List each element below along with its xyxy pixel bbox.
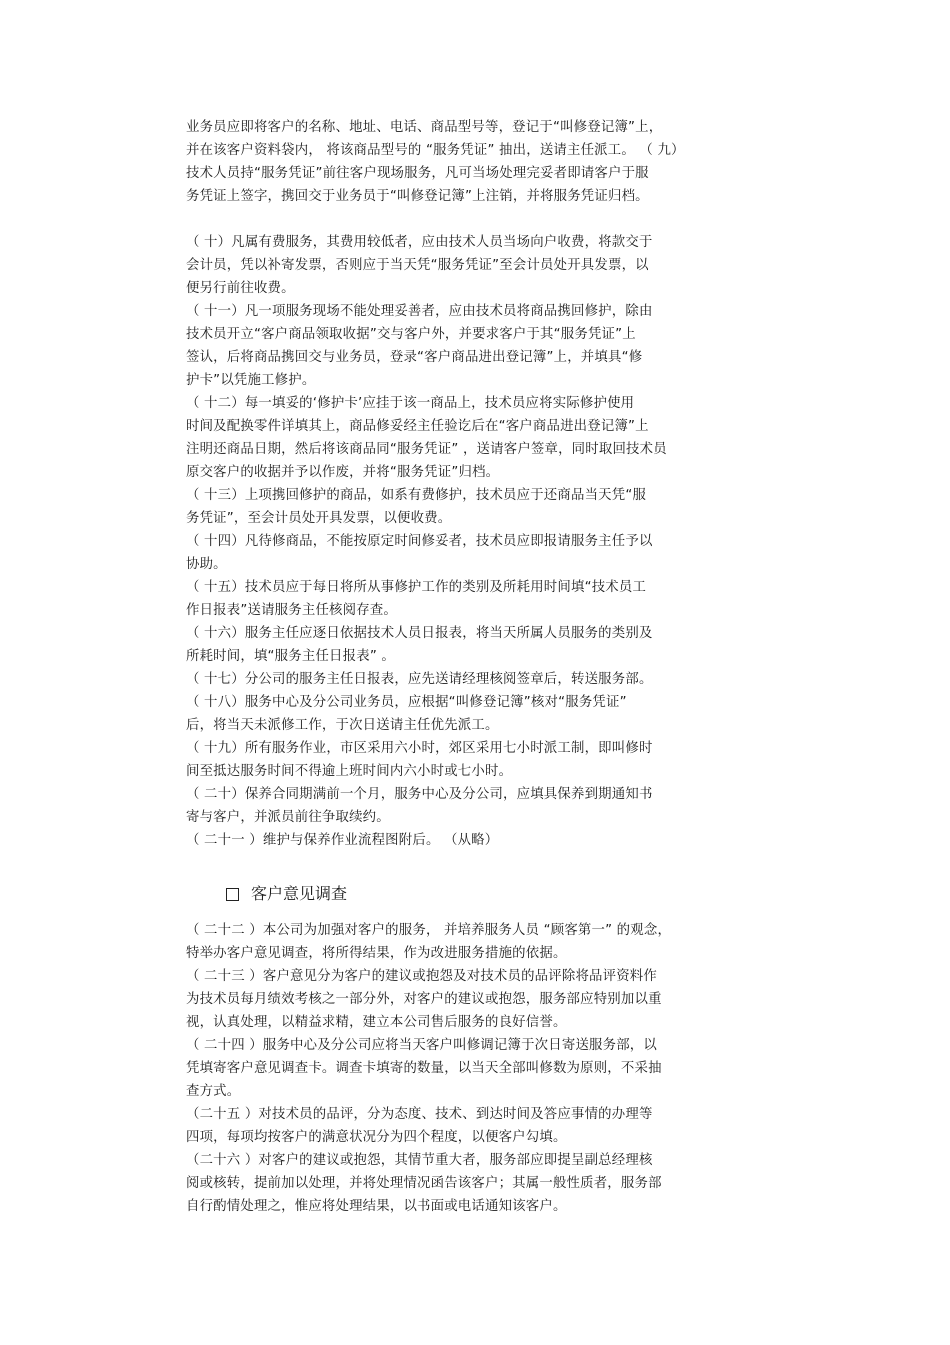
text-line: 查方式。 [186, 1084, 241, 1099]
text-line: 并在该客户资料袋内， 将该商品型号的 “服务凭证” 抽出，送请主任派工。 （ 九） [186, 143, 685, 158]
checkbox-square-icon [226, 888, 239, 901]
text-line: 所耗时间，填“服务主任日报表” 。 [186, 649, 395, 664]
text-line: （ 十）凡属有费服务，其费用较低者，应由技术人员当场向户收费，将款交于 [186, 235, 653, 250]
text-line: 特举办客户意见调查，将所得结果，作为改进服务措施的依据。 [186, 946, 567, 961]
text-line: 阅或核转，提前加以处理，并将处理情况函告该客户；其属一般性质者，服务部 [186, 1176, 662, 1191]
text-line: 会计员，凭以补寄发票，否则应于当天凭“服务凭证”至会计员处开具发票，以 [186, 258, 649, 273]
text-line: 注明还商品日期，然后将该商品同“服务凭证” ，送请客户签章，同时取回技术员 [186, 442, 667, 457]
text-line: 四项，每项均按客户的满意状况分为四个程度，以便客户勾填。 [186, 1130, 567, 1145]
text-line: （二十五 ）对技术员的品评，分为态度、技术、到达时间及答应事情的办理等 [186, 1107, 653, 1122]
text-line: 间至抵达服务时间不得逾上班时间内六小时或七小时。 [186, 764, 513, 779]
text-line: 寄与客户，并派员前往争取续约。 [186, 810, 390, 825]
text-line: （ 十八）服务中心及分公司业务员，应根据“叫修登记簿”核对“服务凭证” [186, 695, 627, 710]
text-line: （ 十五）技术员应于每日将所从事修护工作的类别及所耗用时间填“技术员工 [186, 580, 647, 595]
text-line: （ 十一）凡一项服务现场不能处理妥善者，应由技术员将商品携回修护，除由 [186, 304, 653, 319]
text-line: （ 十四）凡待修商品，不能按原定时间修妥者，技术员应即报请服务主任予以 [186, 534, 653, 549]
text-line: 协助。 [186, 557, 227, 572]
section-heading-text: 客户意见调查 [251, 884, 348, 903]
text-line: （ 十六）服务主任应逐日依据技术人员日报表，将当天所属人员服务的类别及 [186, 626, 653, 641]
text-line: （ 十三）上项携回修护的商品，如系有费修护，技术员应于还商品当天凭“服 [186, 488, 647, 503]
text-line: （ 十九）所有服务作业，市区采用六小时，郊区采用七小时派工制，即叫修时 [186, 741, 653, 756]
text-line: 护卡”以凭施工修护。 [186, 373, 316, 388]
text-line: （ 二十四 ）服务中心及分公司应将当天客户叫修调记簿于次日寄送服务部，以 [186, 1038, 657, 1053]
text-line: 签认，后将商品携回交与业务员，登录“客户商品进出登记簿”上，并填具“修 [186, 350, 643, 365]
text-line: 凭填寄客户意见调查卡。调查卡填寄的数量，以当天全部叫修数为原则，不采抽 [186, 1061, 662, 1076]
text-line: （ 二十二 ）本公司为加强对客户的服务， 并培养服务人员 “顾客第一” 的观念， [186, 923, 672, 938]
text-line: 作日报表”送请服务主任核阅存查。 [186, 603, 397, 618]
text-line: 为技术员每月绩效考核之一部分外，对客户的建议或抱怨，服务部应特别加以重 [186, 992, 662, 1007]
text-line: 务凭证上签字，携回交于业务员于“叫修登记簿”上注销，并将服务凭证归档。 [186, 189, 649, 204]
text-line: （ 二十）保养合同期满前一个月，服务中心及分公司，应填具保养到期通知书 [186, 787, 653, 802]
text-line: 业务员应即将客户的名称、地址、电话、商品型号等，登记于“叫修登记簿”上， [186, 120, 663, 135]
text-line: 视，认真处理，以精益求精，建立本公司售后服务的良好信誉。 [186, 1015, 567, 1030]
text-line: （二十六 ）对客户的建议或抱怨，其情节重大者，服务部应即提呈副总经理核 [186, 1153, 653, 1168]
text-line: 便另行前往收费。 [186, 281, 295, 296]
text-line: 原交客户的收据并予以作废，并将“服务凭证”归档。 [186, 465, 500, 480]
text-line: （ 十二）每一填妥的‘修护卡’应挂于该一商品上，技术员应将实际修护使用 [186, 396, 635, 411]
section-heading [226, 884, 347, 904]
text-line: 技术人员持“服务凭证”前往客户现场服务，凡可当场处理完妥者即请客户于服 [186, 166, 649, 181]
text-line: 技术员开立“客户商品领取收据”交与客户外，并要求客户于其“服务凭证”上 [186, 327, 636, 342]
text-line: 务凭证”，至会计员处开具发票，以便收费。 [186, 511, 452, 526]
text-line: 后，将当天未派修工作，于次日送请主任优先派工。 [186, 718, 499, 733]
text-line: 时间及配换零件详填其上，商品修妥经主任验讫后在“客户商品进出登记簿”上 [186, 419, 649, 434]
text-line: 自行酌情处理之，惟应将处理结果，以书面或电话通知该客户。 [186, 1199, 567, 1214]
text-line: （ 二十一 ）维护与保养作业流程图附后。 （从略） [186, 833, 499, 848]
text-line: （ 二十三 ）客户意见分为客户的建议或抱怨及对技术员的品评除将品评资料作 [186, 969, 657, 984]
text-line: （ 十七）分公司的服务主任日报表，应先送请经理核阅签章后，转送服务部。 [186, 672, 653, 687]
